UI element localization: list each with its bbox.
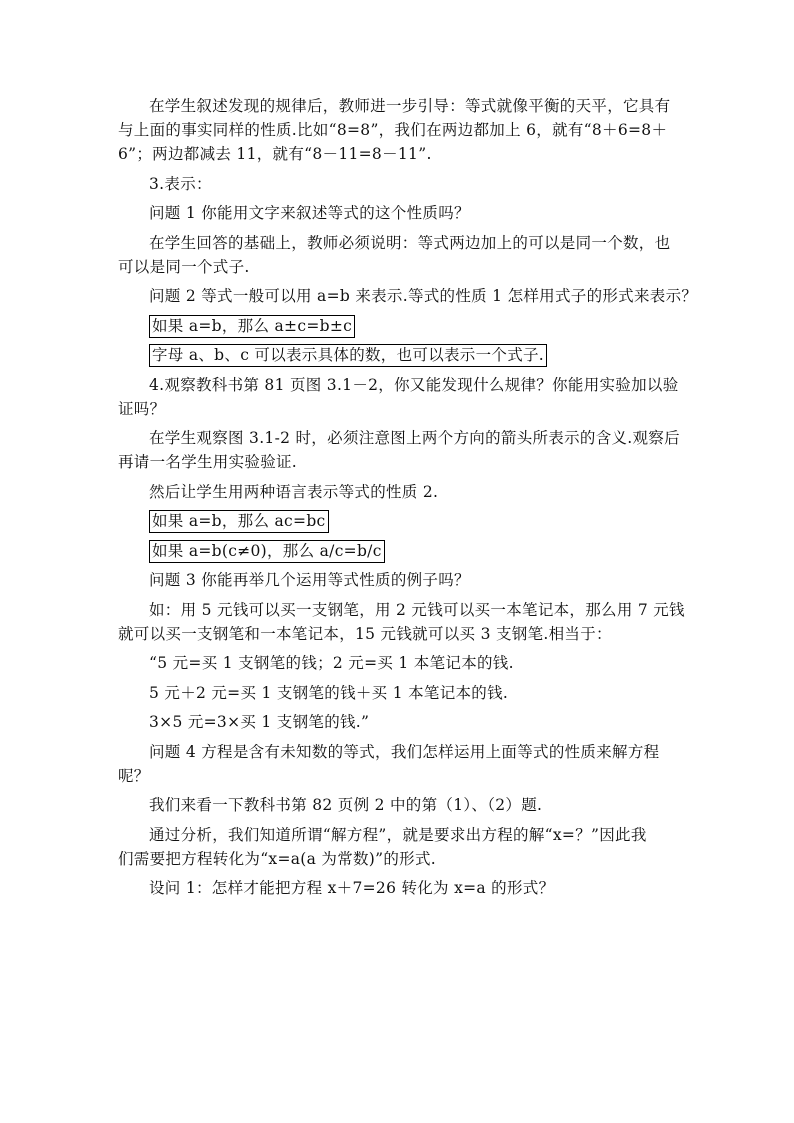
boxed-line-wrapper [118,314,678,338]
boxed-note-letters [118,343,678,367]
text-line: 在学生观察图 3.1-2 时，必须注意图上两个方向的箭头所表示的含义.观察后 [149,429,680,447]
text-line: 问题 2 等式一般可以用 a=b 来表示.等式的性质 1 怎样用式子的形式来表示？ [149,287,698,305]
paragraph-textbook-example [118,793,678,817]
question-4 [118,740,678,788]
boxed-line-wrapper [118,509,678,533]
question-2 [118,284,698,308]
text-line: 然后让学生用两种语言表示等式的性质 2. [149,482,439,501]
text-line: 在学生叙述发现的规律后，教师进一步引导：等式就像平衡的天平，它具有 [149,97,671,115]
text-line: 我们来看一下教科书第 82 页例 2 中的第（1）、（2）题. [149,796,543,814]
boxed-formula: 如果 a=b，那么 a±c=b±c [149,315,355,338]
paragraph-solve-equation [118,823,678,871]
text-line: 3×5 元=3×买 1 支钢笔的钱.” [149,713,370,731]
quote-line-3 [118,710,678,734]
text-line: 可以是同一个式子. [118,257,250,276]
boxed-formula: 如果 a=b，那么 ac=bc [149,510,329,533]
text-line: 问题 4 方程是含有未知数的等式，我们怎样运用上面等式的性质来解方程 [149,742,660,761]
paragraph-observe-figure [118,373,678,421]
text-line: 设问 1：怎样才能把方程 x＋7=26 转化为 x=a 的形式？ [149,879,555,897]
question-3 [118,568,678,592]
text-line: 们需要把方程转化为“x=a(a 为常数)”的形式. [118,849,437,868]
quote-line-2 [118,681,678,705]
text-line: 与上面的事实同样的性质.比如“8=8”，我们在两边都加上 6，就有“8＋6=8＋ [118,121,668,139]
text-line: 问题 1 你能用文字来叙述等式的这个性质吗？ [149,204,470,222]
text-line: 再请一名学生用实验验证. [118,453,298,471]
text-line: 4.观察教科书第 81 页图 3.1－2，你又能发现什么规律？你能用实验加以验 [149,375,679,394]
text-line: 5 元＋2 元=买 1 支钢笔的钱＋买 1 本笔记本的钱. [149,683,509,702]
paragraph-arrows [118,426,678,474]
text-line: 6”；两边都减去 11，就有“8－11=8－11”. [118,145,432,163]
paragraph-teacher-explanation [118,231,678,279]
guiding-question-1 [118,876,678,900]
paragraph-property-2 [118,480,678,504]
boxed-formula-divide [118,539,678,563]
text-line: 在学生回答的基础上，教师必须说明：等式两边加上的可以是同一个数，也 [149,233,671,252]
text-line: 就可以买一支钢笔和一本笔记本，15 元钱就可以买 3 支钢笔.相当于： [118,624,612,643]
text-line: 如：用 5 元钱可以买一支钢笔，用 2 元钱可以买一本笔记本，那么用 7 元钱 [149,600,685,619]
document-body [118,94,698,906]
boxed-formula: 如果 a=b(c≠0)，那么 a/c=b/c [149,540,385,563]
text-line: 呢？ [118,766,150,785]
quote-line-1 [118,651,678,675]
section-heading-representation [118,172,678,196]
question-1 [118,201,678,225]
boxed-line-wrapper [118,343,678,367]
paragraph-example-money [118,598,685,646]
text-line: 通过分析，我们知道所谓“解方程”，就是要求出方程的解“x=？”因此我 [149,825,647,844]
text-line: 证吗？ [118,399,166,418]
text-line: “5 元=买 1 支钢笔的钱；2 元=买 1 本笔记本的钱. [149,654,514,672]
boxed-formula-multiply [118,509,678,533]
boxed-line-wrapper [118,539,678,563]
text-line: 3.表示： [149,174,212,193]
paragraph-balance-analogy [118,94,678,166]
boxed-note: 字母 a、b、c 可以表示具体的数，也可以表示一个式子. [149,344,547,367]
text-line: 问题 3 你能再举几个运用等式性质的例子吗？ [149,571,470,589]
boxed-formula-property-1 [118,314,678,338]
